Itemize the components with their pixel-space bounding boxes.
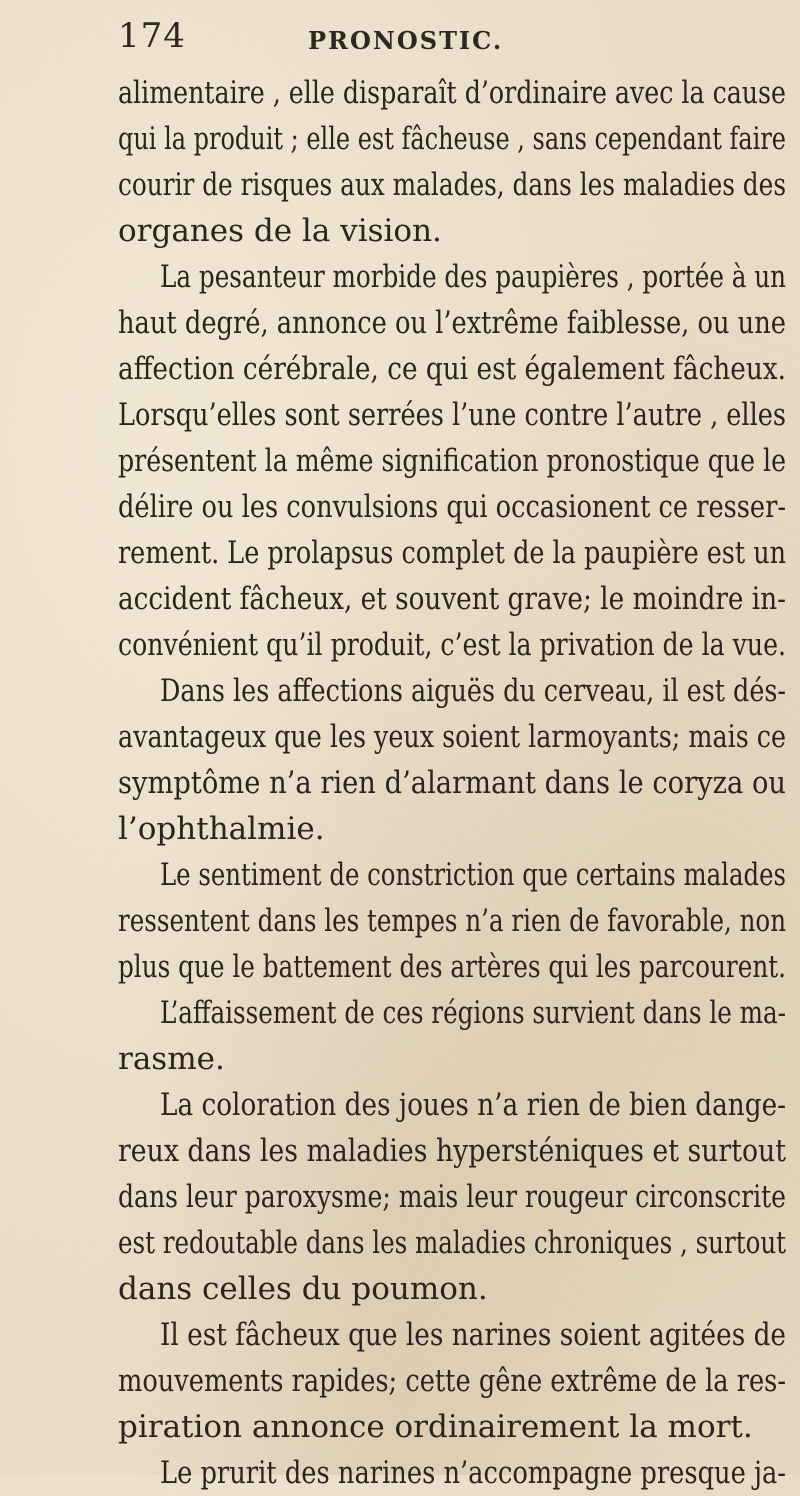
text-line: piration annonce ordinairement la mort.	[118, 1409, 753, 1445]
text-line: qui la produit ; elle est fâcheuse , sans cependant faire	[118, 121, 786, 157]
text-line: dans leur paroxysme; mais leur rougeur circonscrite	[118, 1179, 786, 1215]
text-line: ressentent dans les tempes n’a rien de favorable, non	[118, 903, 787, 939]
running-head: PRONOSTIC.	[308, 26, 504, 55]
page-number: 174	[118, 16, 186, 56]
text-line: convénient qu’il produit, c’est la privation de la vue.	[118, 627, 787, 663]
text-line: présentent la même signification pronostique que le	[118, 443, 786, 479]
text-line: l’ophthalmie.	[118, 811, 325, 847]
text-line: Il est fâcheux que les narines soient agitées de	[160, 1317, 786, 1353]
text-line: alimentaire , elle disparaît d’ordinaire avec la cause	[118, 75, 786, 111]
text-line: rasme.	[118, 1041, 225, 1077]
text-line: Lorsqu’elles sont serrées l’une contre l’autre , elles	[118, 397, 787, 433]
text-line: reux dans les maladies hypersténiques et surtout	[118, 1133, 786, 1169]
text-line: courir de risques aux malades, dans les maladies des	[118, 167, 787, 203]
text-line: accident fâcheux, et souvent grave; le moindre in-	[118, 581, 786, 617]
body-text	[118, 70, 786, 1496]
text-line: Le sentiment de constriction que certains malades	[160, 857, 787, 893]
text-line: L’affaissement de ces régions survient dans le ma-	[160, 995, 786, 1031]
text-line: symptôme n’a rien d’alarmant dans le coryza ou	[118, 765, 787, 801]
text-line: avantageux que les yeux soient larmoyants; mais ce	[118, 719, 787, 755]
text-line: délire ou les convulsions qui occasionent ce resser-	[118, 489, 787, 525]
text-line: La pesanteur morbide des paupières , portée à un	[160, 259, 787, 295]
text-line: affection cérébrale, ce qui est également fâcheux.	[118, 351, 787, 387]
text-line: est redoutable dans les maladies chroniques , surtout	[118, 1225, 787, 1261]
text-line: La coloration des joues n’a rien de bien dange-	[160, 1087, 787, 1123]
text-line: Le prurit des narines n’accompagne presque ja-	[160, 1455, 787, 1491]
text-line: rement. Le prolapsus complet de la paupière est un	[118, 535, 787, 571]
text-line: organes de la vision.	[118, 213, 442, 249]
text-line: dans celles du poumon.	[118, 1271, 488, 1307]
text-line: plus que le battement des artères qui les parcourent.	[118, 949, 787, 985]
text-line: mouvements rapides; cette gêne extrême de la res-	[118, 1363, 786, 1399]
page-header	[118, 12, 678, 62]
text-line: Dans les affections aiguës du cerveau, il est dés-	[160, 673, 786, 709]
text-line: haut degré, annonce ou l’extrême faiblesse, ou une	[118, 305, 786, 341]
